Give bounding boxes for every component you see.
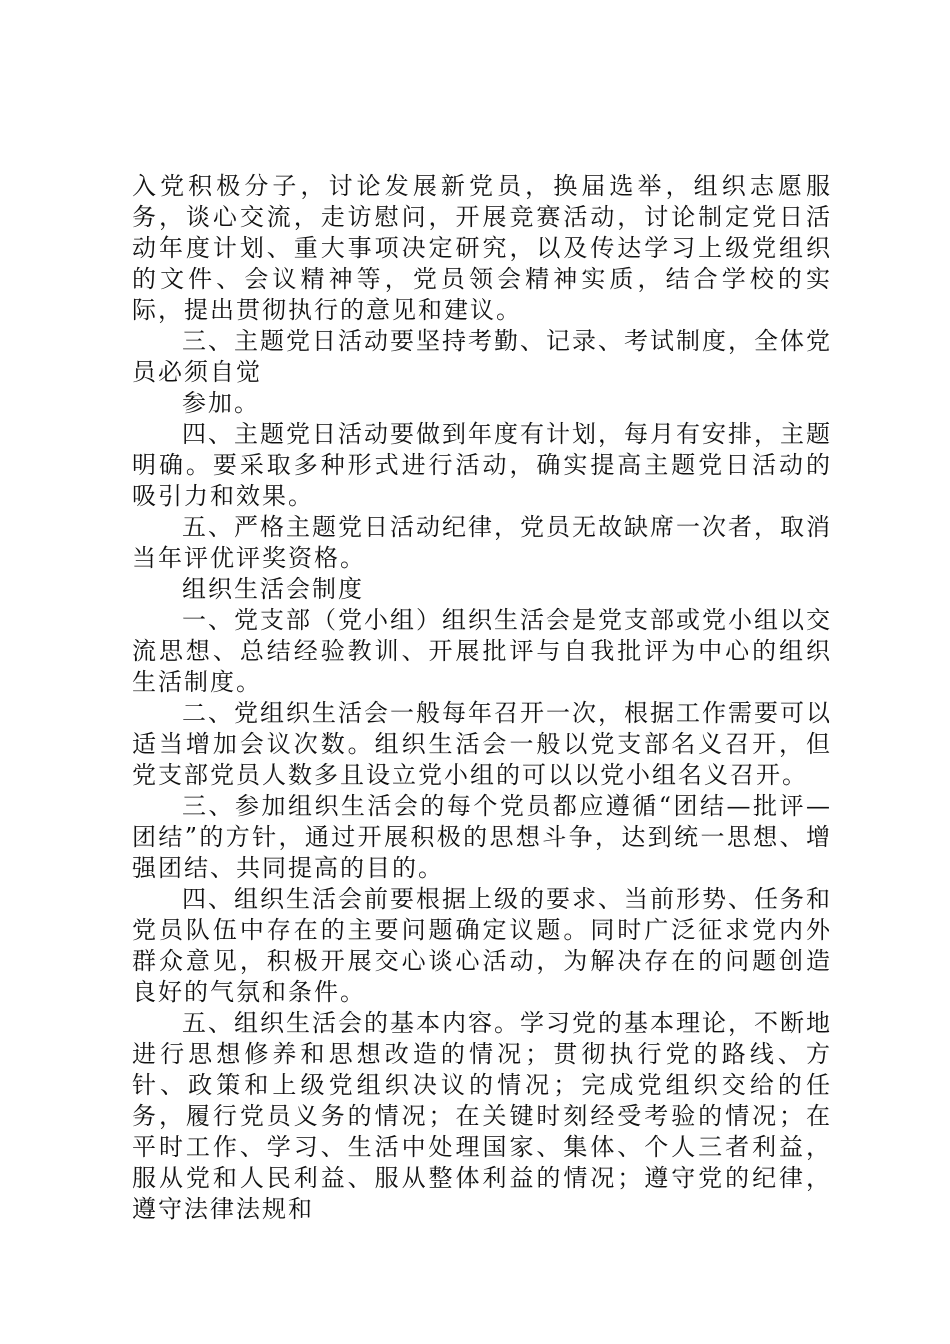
paragraph-fragment: 参加。 [182,389,260,417]
paragraph-section-item-3: 三、参加组织生活会的每个党员都应遵循“团结—批评—团结”的方针，通过开展积极的思想斗争，达到统一思想、增强团结、共同提高的目的。 [132,792,832,882]
paragraph-section-item-1: 一、党支部（党小组）组织生活会是党支部或党小组以交流思想、总结经验教训、开展批评与自我批评为中心的组织生活制度。 [132,606,832,696]
section-heading: 组织生活会制度 [182,575,364,603]
paragraph-section-item-2: 二、党组织生活会一般每年召开一次，根据工作需要可以适当增加会议次数。组织生活会一般以党支部名义召开，但党支部党员人数多且设立党小组的可以以党小组名义召开。 [132,699,832,789]
paragraph-section-item-5: 五、组织生活会的基本内容。学习党的基本理论，不断地进行思想修养和思想改造的情况；贯彻执行党的路线、方针、政策和上级党组织决议的情况；完成党组织交给的任务，履行党员义务的情况；在关键时刻经受考验的情况；在平时工作、学习、生活中处理国家、集体、个人三者利益，服从党和人民利益、服从整体利益的情况；遵守党的纪律，遵守法律法规和 [132,1009,832,1223]
paragraph-section-item-4: 四、组织生活会前要根据上级的要求、当前形势、任务和党员队伍中存在的主要问题确定议题。同时广泛征求党内外群众意见，积极开展交心谈心活动，为解决存在的问题创造良好的气氛和条件。 [132,885,832,1006]
paragraph-item-3: 三、主题党日活动要坚持考勤、记录、考试制度，全体党员必须自觉 [132,327,832,386]
paragraph-item-5: 五、严格主题党日活动纪律，党员无故缺席一次者，取消当年评优评奖资格。 [132,513,832,572]
document-page [132,171,832,1225]
paragraph-continuation: 入党积极分子，讨论发展新党员，换届选举，组织志愿服务，谈心交流，走访慰问，开展竞赛活动，讨论制定党日活动年度计划、重大事项决定研究，以及传达学习上级党组织的文件、会议精神等，党员领会精神实质，结合学校的实际，提出贯彻执行的意见和建议。 [132,172,832,324]
paragraph-item-4: 四、主题党日活动要做到年度有计划，每月有安排，主题明确。要采取多种形式进行活动，确实提高主题党日活动的吸引力和效果。 [132,420,832,510]
